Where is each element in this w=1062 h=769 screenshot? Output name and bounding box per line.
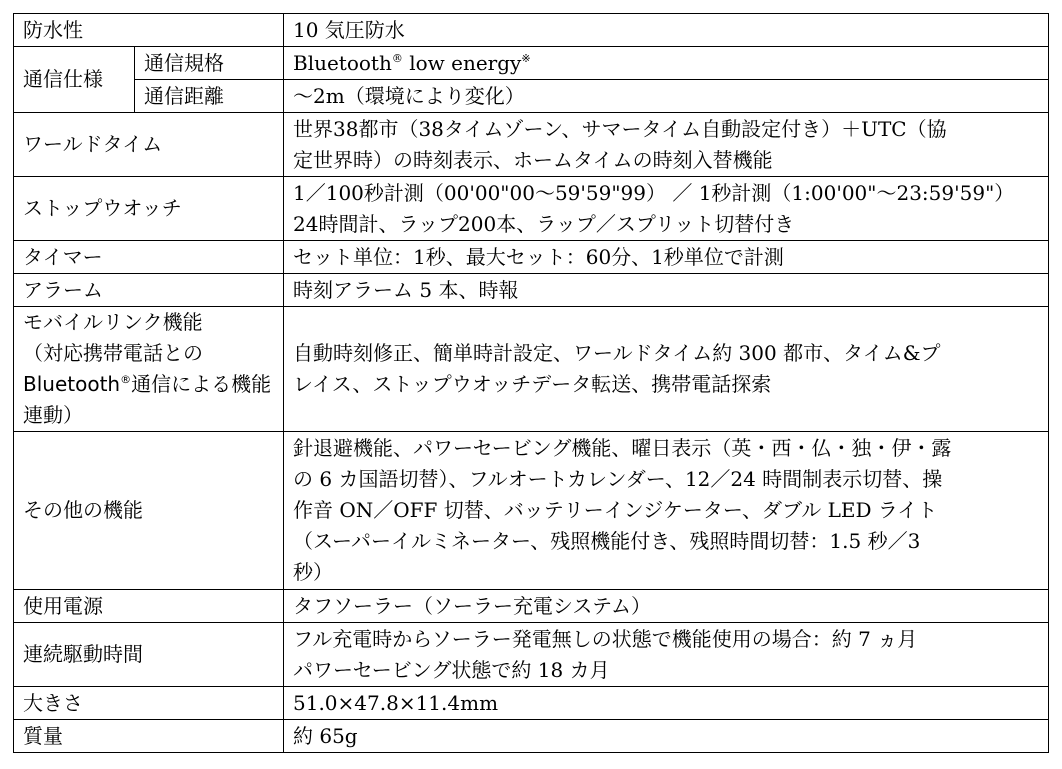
label-line bbox=[23, 369, 274, 400]
row-sublabel-comm-standard: 通信規格 bbox=[135, 47, 284, 80]
table-row bbox=[14, 177, 1049, 241]
row-value-world-time bbox=[284, 113, 1049, 177]
row-value-alarm: 時刻アラーム 5 本、時報 bbox=[284, 274, 1049, 307]
value-line: 定世界時）の時刻表示、ホームタイムの時刻入替機能 bbox=[293, 147, 773, 172]
row-value-mobile-link bbox=[284, 307, 1049, 432]
row-value-size: 51.0×47.8×11.4mm bbox=[284, 687, 1049, 720]
table-row bbox=[14, 720, 1049, 753]
value-line: 針退避機能、パワーセービング機能、曜日表示（英・西・仏・独・伊・露 bbox=[293, 436, 952, 460]
label-line: 連動） bbox=[23, 403, 83, 427]
registered-mark: ® bbox=[120, 373, 132, 386]
row-label-size: 大きさ bbox=[14, 687, 284, 720]
bluetooth-text: Bluetooth bbox=[293, 50, 392, 75]
row-value-power: タフソーラー（ソーラー充電システム） bbox=[284, 590, 1049, 623]
label-line: モバイルリンク機能 bbox=[23, 310, 203, 334]
table-row bbox=[14, 14, 1049, 47]
row-value-comm-standard bbox=[284, 47, 1049, 80]
value-line: 作音 ON／OFF 切替、バッテリーインジケーター、ダブル LED ライト bbox=[293, 498, 938, 522]
row-label-alarm: アラーム bbox=[14, 274, 284, 307]
value-line: 1／100秒計測（00'00"00～59'59"99） ／ 1秒計測（1:00'00"～23:59'59"） bbox=[293, 180, 1015, 205]
row-label-mobile-link bbox=[14, 307, 284, 432]
value-line: （スーパーイルミネーター、残照機能付き、残照時間切替：1.5 秒／3 bbox=[293, 529, 921, 553]
table-row bbox=[14, 274, 1049, 307]
row-value-other bbox=[284, 432, 1049, 590]
row-sublabel-comm-range: 通信距離 bbox=[135, 80, 284, 113]
row-label-stopwatch: ストップウオッチ bbox=[14, 177, 284, 241]
table-row bbox=[14, 432, 1049, 590]
row-label-timer: タイマー bbox=[14, 241, 284, 274]
label-line: （対応携帯電話との bbox=[23, 341, 203, 365]
row-value-comm-range: ～2m（環境により変化） bbox=[284, 80, 1049, 113]
table-row bbox=[14, 241, 1049, 274]
row-label-waterproof: 防水性 bbox=[14, 14, 284, 47]
bluetooth-text: Bluetooth bbox=[23, 372, 121, 396]
note-mark: ※ bbox=[521, 51, 531, 65]
row-label-other: その他の機能 bbox=[14, 432, 284, 590]
row-value-waterproof: 10 気圧防水 bbox=[284, 14, 1049, 47]
row-label-world-time: ワールドタイム bbox=[14, 113, 284, 177]
table-row bbox=[14, 80, 1049, 113]
row-value-weight: 約 65g bbox=[284, 720, 1049, 753]
value-line: 24時間計、ラップ200本、ラップ／スプリット切替付き bbox=[293, 211, 795, 236]
row-label-runtime: 連続駆動時間 bbox=[14, 623, 284, 687]
registered-mark: ® bbox=[391, 51, 403, 65]
value-line: フル充電時からソーラー発電無しの状態で機能使用の場合：約 7 ヵ月 bbox=[293, 626, 918, 651]
value-line: 自動時刻修正、簡単時計設定、ワールドタイム約 300 都市、タイム&プ bbox=[293, 341, 941, 365]
row-label-comm: 通信仕様 bbox=[14, 47, 135, 113]
table-row bbox=[14, 47, 1049, 80]
value-line: レイス、ストップウオッチデータ転送、携帯電話探索 bbox=[293, 372, 772, 396]
row-label-power: 使用電源 bbox=[14, 590, 284, 623]
row-label-weight: 質量 bbox=[14, 720, 284, 753]
value-line: パワーセービング状態で約 18 カ月 bbox=[293, 657, 610, 682]
label-line-rest: 通信による機能 bbox=[131, 372, 272, 396]
row-value-timer: セット単位：1秒、最大セット：60分、1秒単位で計測 bbox=[284, 241, 1049, 274]
spec-table bbox=[13, 13, 1049, 753]
row-value-stopwatch bbox=[284, 177, 1049, 241]
row-value-runtime bbox=[284, 623, 1049, 687]
table-row bbox=[14, 590, 1049, 623]
table-row bbox=[14, 687, 1049, 720]
value-line: の 6 カ国語切替）、フルオートカレンダー、12／24 時間制表示切替、操 bbox=[293, 467, 943, 491]
low-energy-text: low energy bbox=[402, 50, 522, 75]
table-row bbox=[14, 623, 1049, 687]
table-row bbox=[14, 307, 1049, 432]
value-line: 秒） bbox=[293, 560, 333, 584]
table-row bbox=[14, 113, 1049, 177]
value-line: 世界38都市（38タイムゾーン、サマータイム自動設定付き）＋UTC（協 bbox=[293, 116, 947, 141]
